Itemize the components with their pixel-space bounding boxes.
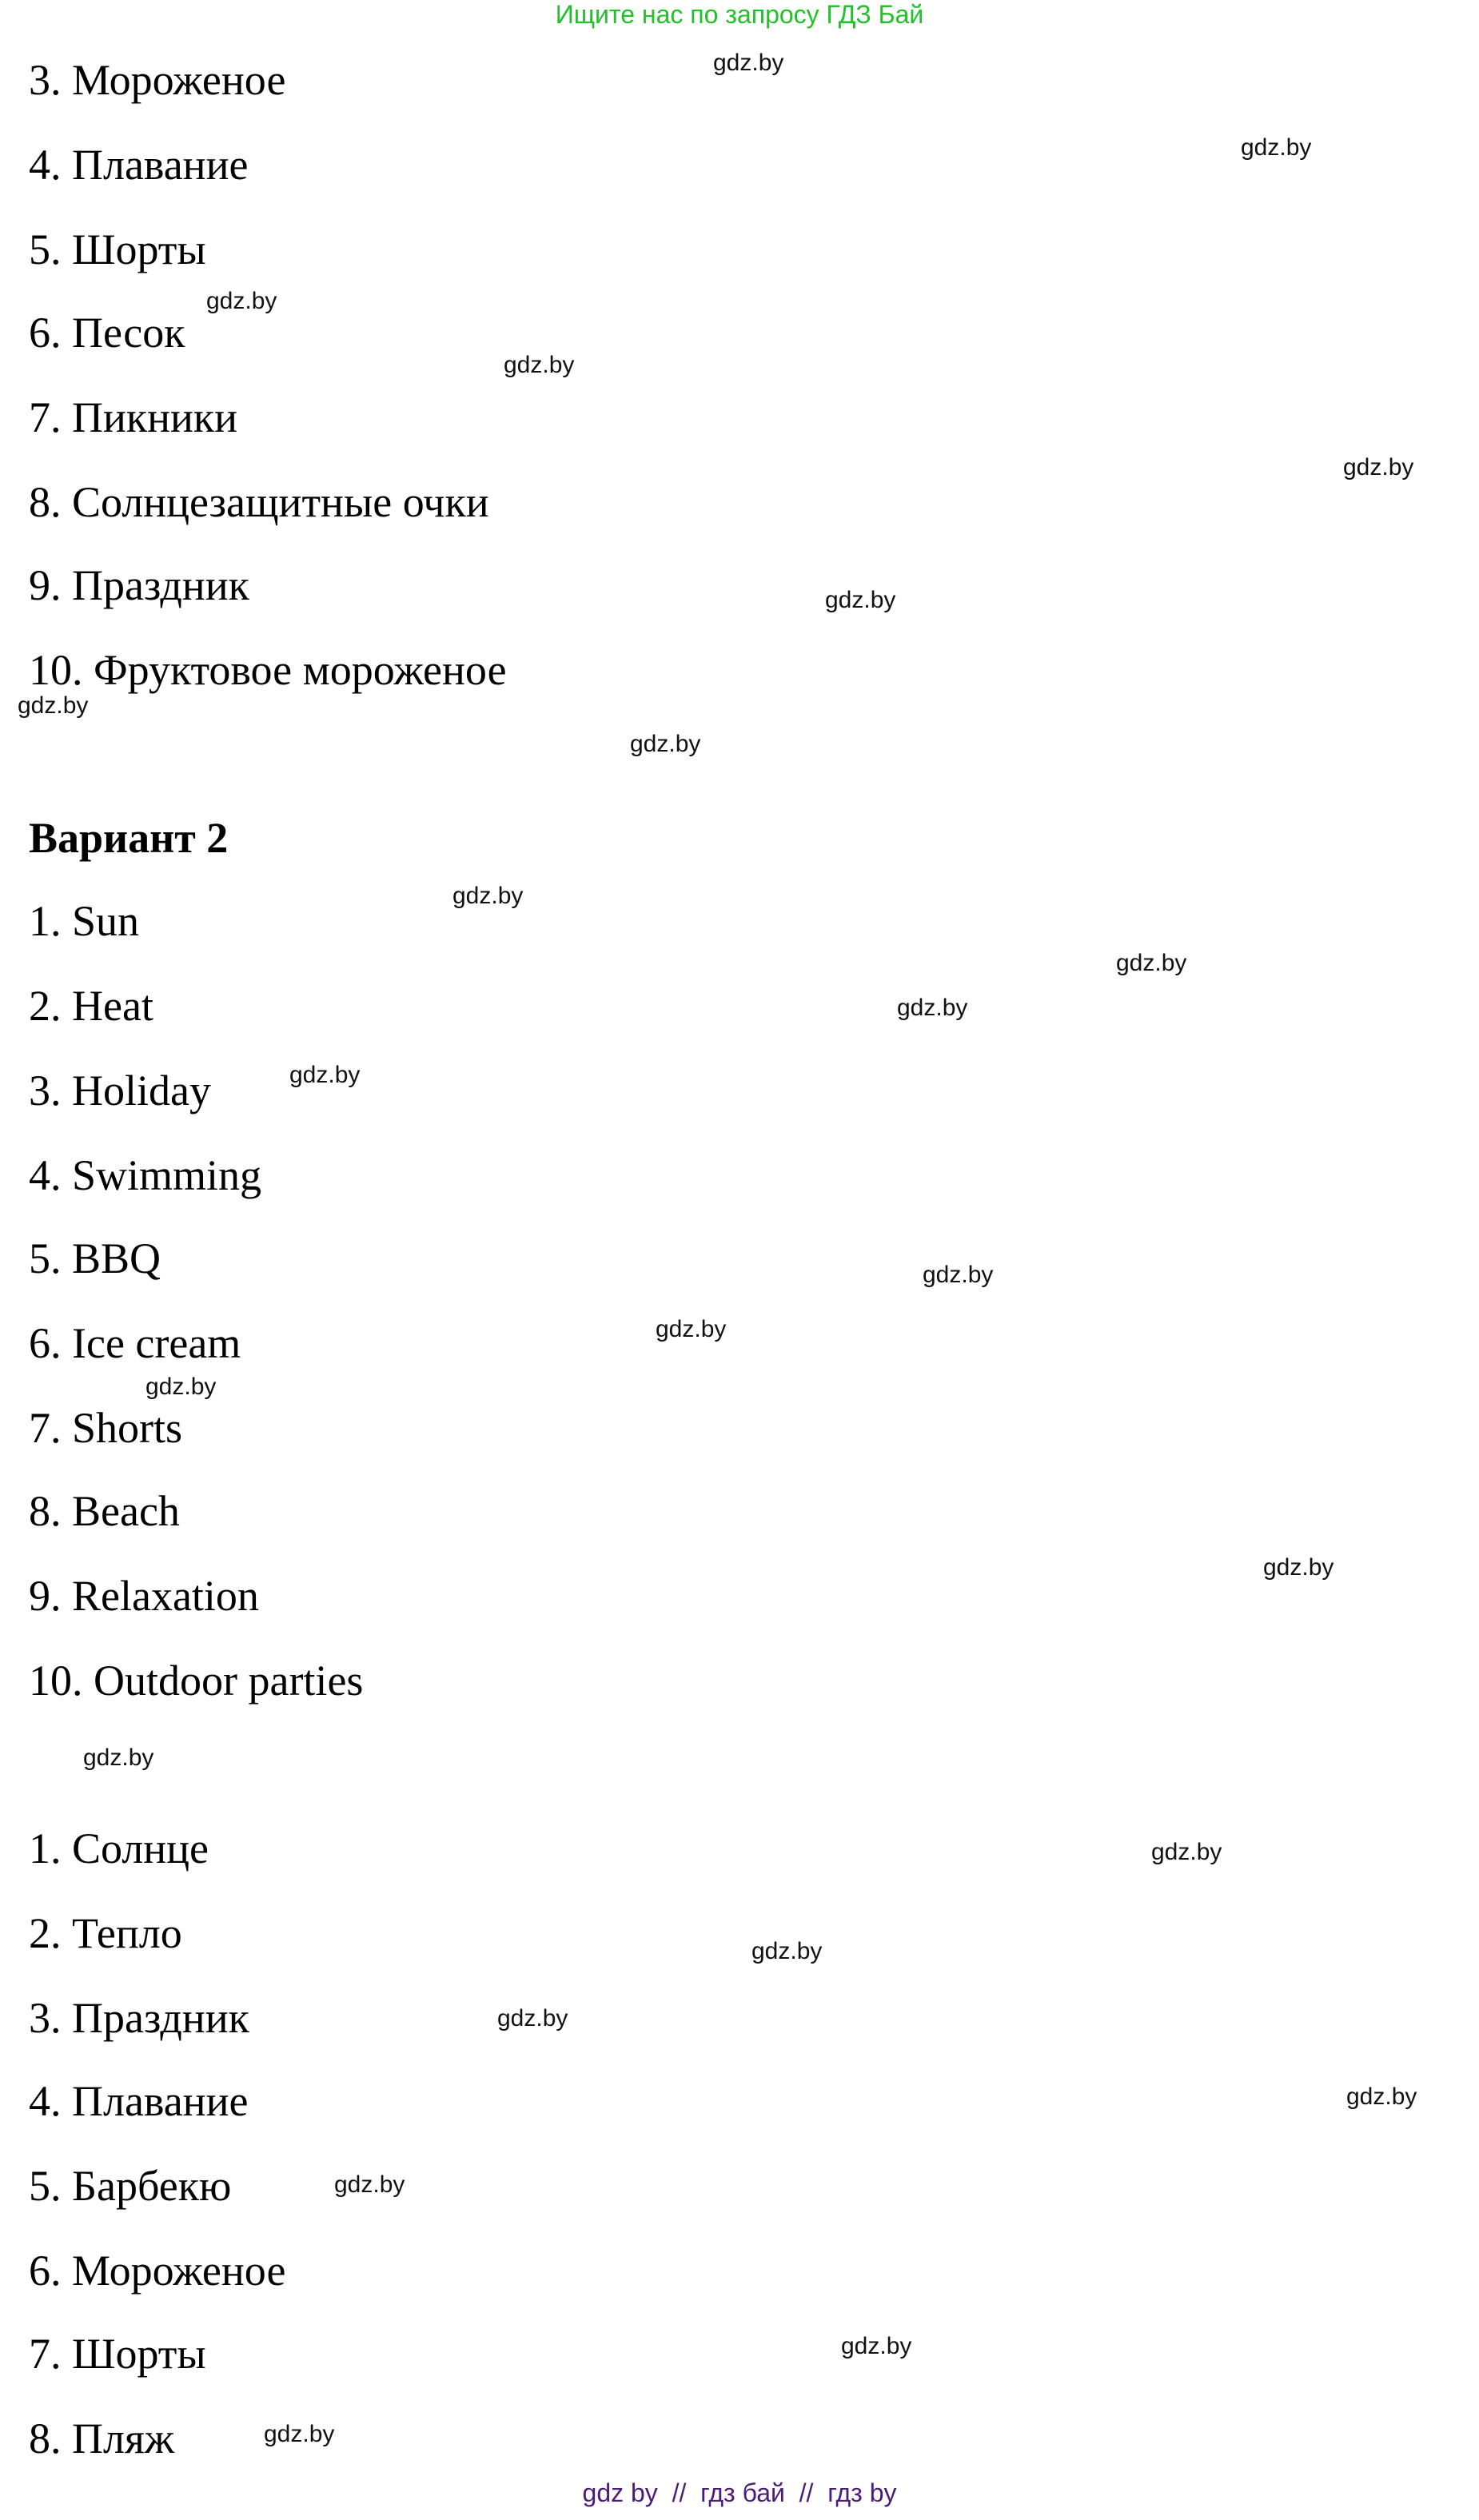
list-item: 8. Beach [29,1487,180,1535]
watermark: gdz.by [264,2421,335,2447]
watermark: gdz.by [1241,134,1312,161]
watermark: gdz.by [1346,2083,1417,2110]
list-item: 2. Тепло [29,1909,182,1957]
watermark: gdz.by [1116,950,1187,976]
list-item: 3. Праздник [29,1994,249,2042]
watermark: gdz.by [206,288,277,314]
watermark: gdz.by [334,2171,405,2198]
list-item: 6. Мороженое [29,2247,286,2295]
watermark: gdz.by [146,1374,217,1400]
watermark: gdz.by [630,731,701,757]
list-item: 1. Солнце [29,1824,209,1872]
watermark: gdz.by [923,1262,994,1288]
list-item: 3. Мороженое [29,56,286,104]
list-item: 10. Фруктовое мороженое [29,646,507,694]
list-item: 5. Шорты [29,225,206,273]
list-item: 4. Плавание [29,2077,249,2125]
section-heading: Вариант 2 [29,814,229,862]
watermark: gdz.by [1343,454,1414,480]
list-item: 10. Outdoor parties [29,1657,364,1705]
watermark: gdz.by [897,995,968,1021]
list-item: 8. Пляж [29,2414,175,2462]
list-item: 4. Swimming [29,1151,262,1199]
list-item: 6. Ice cream [29,1319,241,1367]
watermark: gdz.by [825,587,896,613]
watermark: gdz.by [656,1316,727,1342]
list-item: 7. Шорты [29,2330,206,2378]
list-item: 7. Пикники [29,393,238,441]
list-item: 3. Holiday [29,1067,211,1114]
watermark: gdz.by [713,50,784,76]
list-item: 1. Sun [29,897,140,945]
list-item: 5. BBQ [29,1234,161,1282]
watermark: gdz.by [18,692,89,719]
watermark: gdz.by [751,1938,823,1964]
list-item: 7. Shorts [29,1404,183,1452]
footer-links[interactable]: gdz by // гдз бай // гдз by [582,2478,897,2507]
list-item: 2. Heat [29,982,153,1030]
search-promo-banner[interactable]: Ищите нас по запросу ГДЗ Бай [555,0,924,29]
watermark: gdz.by [1151,1839,1222,1865]
watermark: gdz.by [452,883,524,909]
list-item: 9. Праздник [29,561,249,609]
watermark: gdz.by [83,1744,154,1771]
list-item: 8. Солнцезащитные очки [29,478,489,526]
list-item: 5. Барбекю [29,2162,232,2210]
list-item: 4. Плавание [29,141,249,189]
list-item: 9. Relaxation [29,1572,259,1620]
watermark: gdz.by [1263,1554,1334,1581]
watermark: gdz.by [504,352,575,378]
watermark: gdz.by [841,2333,912,2359]
list-item: 6. Песок [29,309,185,357]
watermark: gdz.by [289,1062,361,1088]
watermark: gdz.by [497,2005,568,2032]
